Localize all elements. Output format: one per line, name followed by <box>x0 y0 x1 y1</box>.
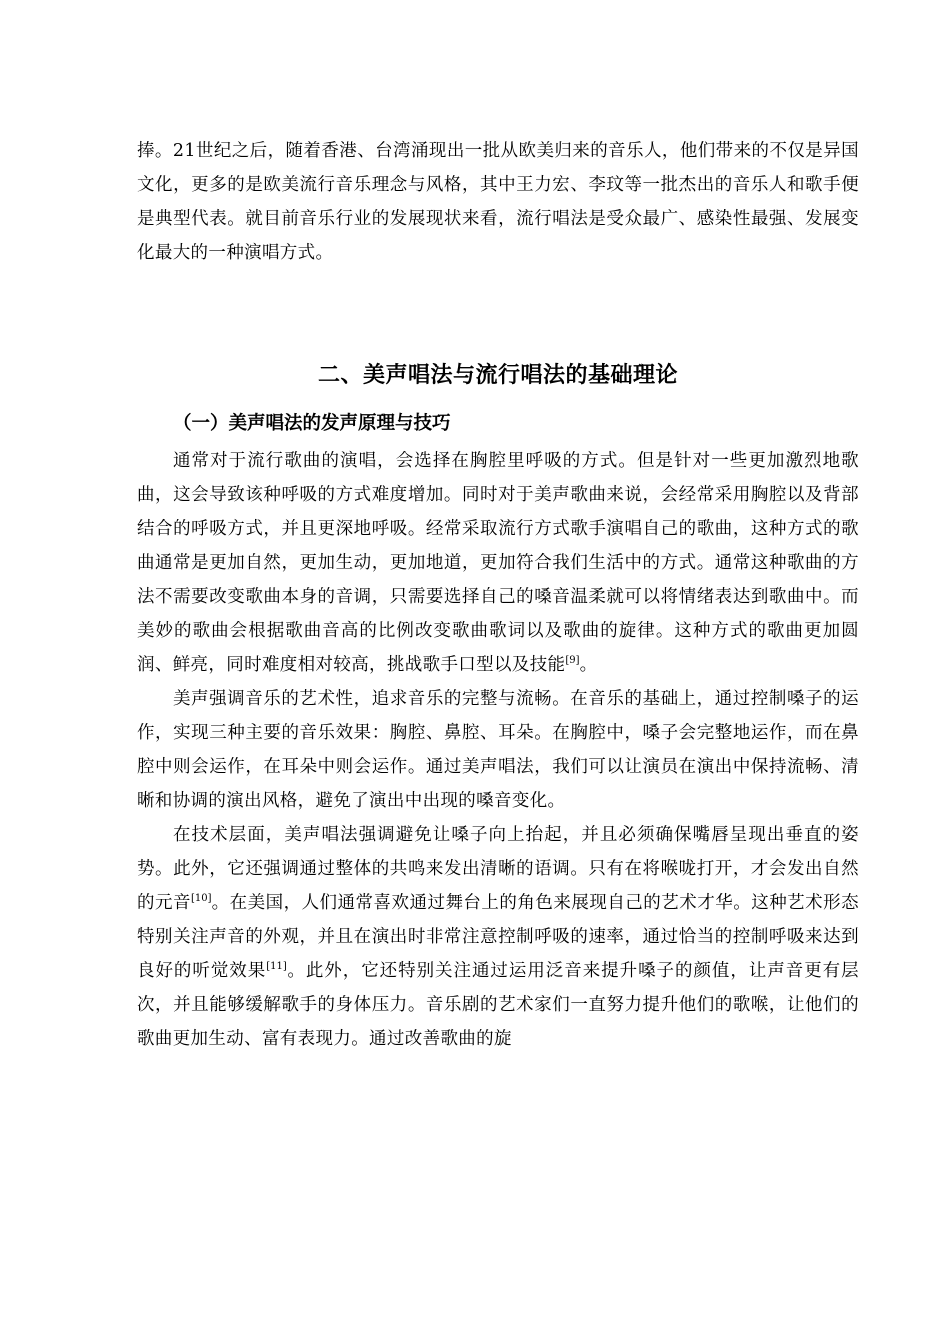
body-paragraph-technique <box>137 818 859 1056</box>
paragraph-text: 。 <box>579 655 598 675</box>
paragraph-text: 。此外，它还特别关注通过运用泛音来提升嗓子的颜值，让声音更有层次，并且能够缓解歌手的身体压力。音乐剧的艺术家们一直努力提升他们的歌喉，让他们的歌曲更加生动、富有表现力。通过改善歌曲的旋 <box>137 961 859 1049</box>
paragraph-text: 。在美国，人们通常喜欢通过舞台上的角色来展现自己的艺术才华。这种艺术形态特别关注声音的外观，并且在演出时非常注意控制呼吸的速率，通过恰当的控制呼吸来达到良好的听觉效果 <box>137 893 859 981</box>
page-content <box>137 134 859 1056</box>
body-paragraph-breathing <box>137 444 859 682</box>
paragraph-text: 通常对于流行歌曲的演唱，会选择在胸腔里呼吸的方式。但是针对一些更加激烈地歌曲，这会导致该种呼吸的方式难度增加。同时对于美声歌曲来说，会经常采用胸腔以及背部结合的呼吸方式，并且更深地呼吸。经常采取流行方式歌手演唱自己的歌曲，这种方式的歌曲通常是更加自然，更加生动，更加地道，更加符合我们生活中的方式。通常这种歌曲的方法不需要改变歌曲本身的音调，只需要选择自己的嗓音温柔就可以将情绪表达到歌曲中。而美妙的歌曲会根据歌曲音高的比例改变歌曲歌词以及歌曲的旋律。这种方式的歌曲更加圆润、鲜亮，同时难度相对较高，挑战歌手口型以及技能 <box>137 451 859 675</box>
citation-marker: [10] <box>190 893 212 904</box>
section-title: 二、美声唱法与流行唱法的基础理论 <box>317 363 678 388</box>
citation-marker: [11] <box>266 961 287 972</box>
paragraph-text: 在技术层面，美声唱法强调避免让嗓子向上抬起，并且必须确保嘴唇呈现出垂直的姿势。此外，它还强调通过整体的共鸣来发出清晰的语调。只有在将喉咙打开，才会发出自然的元音 <box>137 825 859 913</box>
subsection-title: （一）美声唱法的发声原理与技巧 <box>173 413 451 434</box>
body-paragraph-artistry: 美声强调音乐的艺术性，追求音乐的完整与流畅。在音乐的基础上，通过控制嗓子的运作，实现三种主要的音乐效果：胸腔、鼻腔、耳朵。在胸腔中，嗓子会完整地运作，而在鼻腔中则会运作，在耳朵中则会运作。通过美声唱法，我们可以让演员在演出中保持流畅、清晰和协调的演出风格，避免了演出中出现的嗓音变化。 <box>137 689 859 811</box>
intro-paragraph: 捧。21世纪之后，随着香港、台湾涌现出一批从欧美归来的音乐人，他们带来的不仅是异国文化，更多的是欧美流行音乐理念与风格，其中王力宏、李玟等一批杰出的音乐人和歌手便是典型代表。就目前音乐行业的发展现状来看，流行唱法是受众最广、感染性最强、发展变化最大的一种演唱方式。 <box>137 141 859 263</box>
citation-marker: [9] <box>565 655 580 666</box>
